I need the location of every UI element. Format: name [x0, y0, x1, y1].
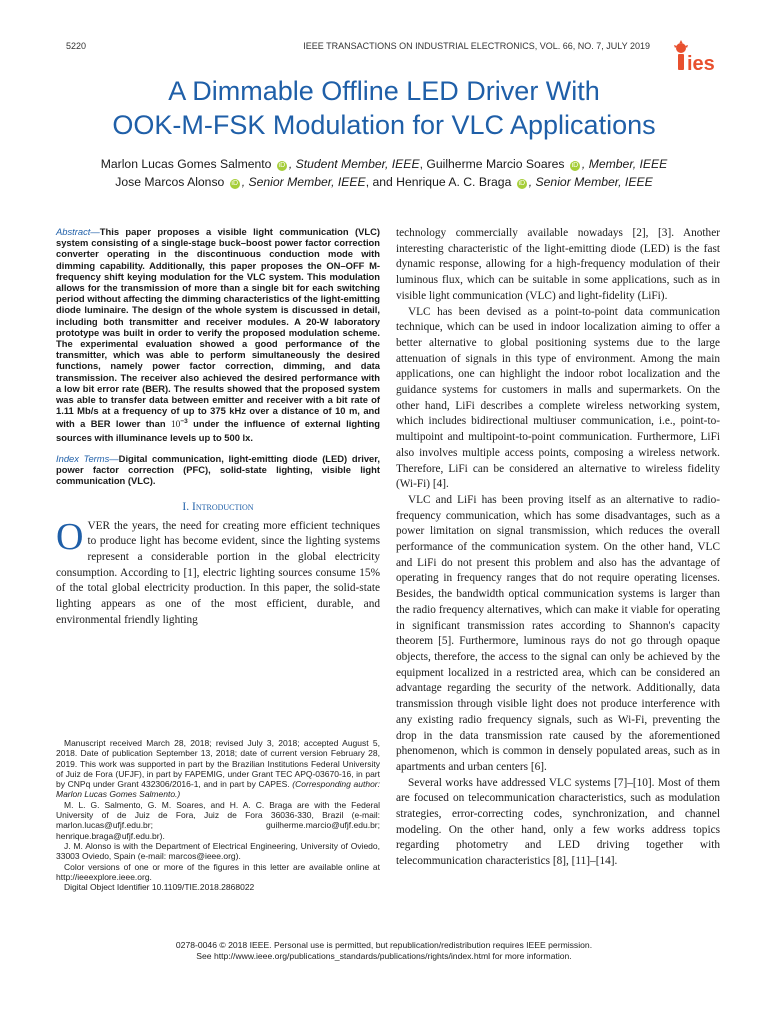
author-role: , Member, IEEE: [581, 157, 668, 171]
author-name: Marlon Lucas Gomes Salmento: [100, 157, 272, 171]
orcid-icon[interactable]: iD: [278, 162, 286, 169]
footnotes: [56, 738, 380, 892]
footnote-doi: Digital Object Identifier 10.1109/TIE.2018.2868022: [64, 882, 255, 893]
intro-paragraph: OVER the years, the need for creating more efficient techniques to produce light has become evident, since the lighting systems represent a considerable portion in the global electricity consumption. According to [1], electric lighting sources consume 15% of the total global electricity production. In this paper, the solid-state lighting appears as one of the most efficient, durable, and environmental friendly lighting: [56, 515, 380, 626]
footnote-affiliation-2: J. M. Alonso is with the Department of Electrical Engineering, University of Oviedo, 33003 Oviedo, Spain (e-mail: marcos@ieee.org).: [56, 840, 380, 862]
orcid-icon[interactable]: iD: [571, 162, 579, 169]
section-heading: I. Introduction: [182, 500, 254, 513]
drop-cap: O: [56, 515, 84, 558]
index-terms-label: Index Terms—: [56, 452, 119, 464]
abstract: Abstract—This paper proposes a visible light communication (VLC) system consisting of a single-stage buck–boost power factor correction converter operating in the discontinuous conduction mode with dimming capability. Additionally, this paper proposes the ON–OFF M-frequency shift keying modulation for the VLC system. This modulation allows for the transmission of more than a single bit for each switching period without affecting the dimming characteristics of the light-emitting diode luminaire. The design of the whole system is discussed in detail, including both transmitter and receiver modules. A 20-W laboratory prototype was built in order to verify the proposed modulation scheme. The experimental evaluation showed a good performance of the transmitter, which was able to perform simultaneously the desired functions, namely power factor correction, dimming, and data transmission. The receiver also achieved the desired performance with a low bit error rate (BER). The results showed that the proposed system was able to transfer data between emitter and receiver with a bit rate of 1.11 Mb/s at a frequency of up to 375 kHz over a distance of 10 m, and with a BER lower than $10^{-3}$ under the influence of external lighting sources with illuminance levels up to 500 lx.: [56, 226, 380, 443]
body-paragraph: Several works have addressed VLC systems [7]–[10]. Most of them are focused on telecommunication characteristics, such as modulation strategies, error-correcting codes, synchronization, and channel modeling. On the other hand, only a few works address topics regarding photometry and LED driving together with telecommunication characteristics [8], [11]–[14].: [396, 776, 720, 868]
ies-logo: [672, 38, 724, 76]
author-name: , Guilherme Marcio Soares: [419, 157, 565, 171]
copyright-line: 0278-0046 © 2018 IEEE. Personal use is permitted, but republication/redistribution requires IEEE permission.: [175, 940, 593, 950]
author-role: , Student Member, IEEE: [288, 157, 420, 171]
footnote-affiliation-1: M. L. G. Salmento, G. M. Soares, and H. A. C. Braga are with the Federal University of de Juiz de Fora, Juiz de Fora 36036-330, Brazil (e-mail: marlon.lucas@ufjf.edu.br; guilherme.marcio@ufjf.edu.br; henrique.braga@ufjf.edu.br).: [56, 799, 380, 841]
page-number: 5220: [66, 41, 87, 51]
left-column: [56, 226, 380, 629]
body-paragraph: VLC has been devised as a point-to-point data communication technique, which can be used in indoor localization aiming to offer a better alternative to global positioning systems due to the large attenuation of signals in this type of environment. Among the main applications, one can highlight the indoor robot localization and the guidance systems for customers in malls and supermarkets. On the other hand, LiFi describes a complete wireless networking system, which includes bidirectional multiuser communication, i.e., point-to-multipoint and multipoint-to-point communication. Furthermore, LiFi also involves multiple access points, composing a wireless network. Therefore, LiFi can be considered an alternative to wireless fidelity (Wi-Fi) [4].: [396, 305, 720, 491]
author-role: , Senior Member, IEEE: [528, 175, 653, 189]
ies-logo-text: ies: [687, 53, 715, 75]
journal-header: IEEE TRANSACTIONS ON INDUSTRIAL ELECTRONICS, VOL. 66, NO. 7, JULY 2019: [303, 41, 650, 51]
footnote-color-versions: Color versions of one or more of the figures in this letter are available online at http://ieeexplore.ieee.org.: [56, 861, 380, 882]
orcid-icon[interactable]: iD: [231, 180, 239, 187]
body-paragraph: technology commercially available nowadays [2], [3]. Another interesting characteristic of the light-emitting diode (LED) is the fast dynamic response, allowing for a high-frequency modulation of their luminous flux, which can be suitable in some applications, such as in visible light communication (VLC) and light-fidelity (LiFi).: [396, 227, 720, 302]
paper-title: [40, 74, 728, 142]
body-paragraph: VLC and LiFi has been proving itself as an alternative to radio-frequency communication, which has some disadvantages, such as a power limitation on signal transmission, which reduces the overall performance of the communication system. On the other hand, VLC and LiFi do not present this problem and also has the advantage of operating in frequency ranges that do not require operating licenses. Besides, the bandwidth optical communication systems is larger than the radio frequency alternatives, which can make it viable for operating in significant transmission rates according to Shannon's capacity theorem [5]. Furthermore, luminous rays do not go through opaque objects, therefore, the access to the signal can only be achieved by the equipment localized in a restricted area, which can be considered an advantage regarding the security of the network. Additionally, data transmission through visible light does not produce interference with any existing radio frequency signals, such as Wi-Fi, preventing the drop in the data transmission rate caused by the aforementioned phenomenon, which is common in densely populated areas, such as in apartments and urban centers [6].: [396, 493, 720, 773]
author-name: , and Henrique A. C. Braga: [365, 175, 512, 189]
rights-link[interactable]: See http://www.ieee.org/publications_standards/publications/rights/index.html for more information.: [196, 951, 572, 961]
index-terms: Index Terms—Digital communication, light-emitting diode (LED) driver, power factor correction (PFC), solid-state lighting, visible light communication (VLC).: [56, 452, 380, 487]
title-line-2: OOK-M-FSK Modulation for VLC Applications: [112, 110, 656, 140]
author-name: Jose Marcos Alonso: [115, 175, 225, 189]
author-role: , Senior Member, IEEE: [241, 175, 366, 189]
title-line-1: A Dimmable Offline LED Driver With: [168, 76, 600, 106]
orcid-icon[interactable]: iD: [518, 180, 526, 187]
author-list: [40, 155, 728, 191]
right-column: [396, 226, 720, 870]
abstract-label: Abstract—: [56, 226, 100, 237]
footnote-manuscript: Manuscript received March 28, 2018; revised July 3, 2018; accepted August 5, 2018. Date of publication September 13, 2018; date of current version February 28, 2019. This work was supported in part by the Brazilian Institutions Federal University of Juiz de Fora (UFJF), in part by FAPEMIG, under Grant TEC APQ-03670-16, in part by CNPq under Grant 432306/2016-1, and in part by CAPES. (Corresponding author: Marlon Lucas Gomes Salmento.): [56, 738, 380, 800]
copyright-footer: [40, 940, 728, 962]
